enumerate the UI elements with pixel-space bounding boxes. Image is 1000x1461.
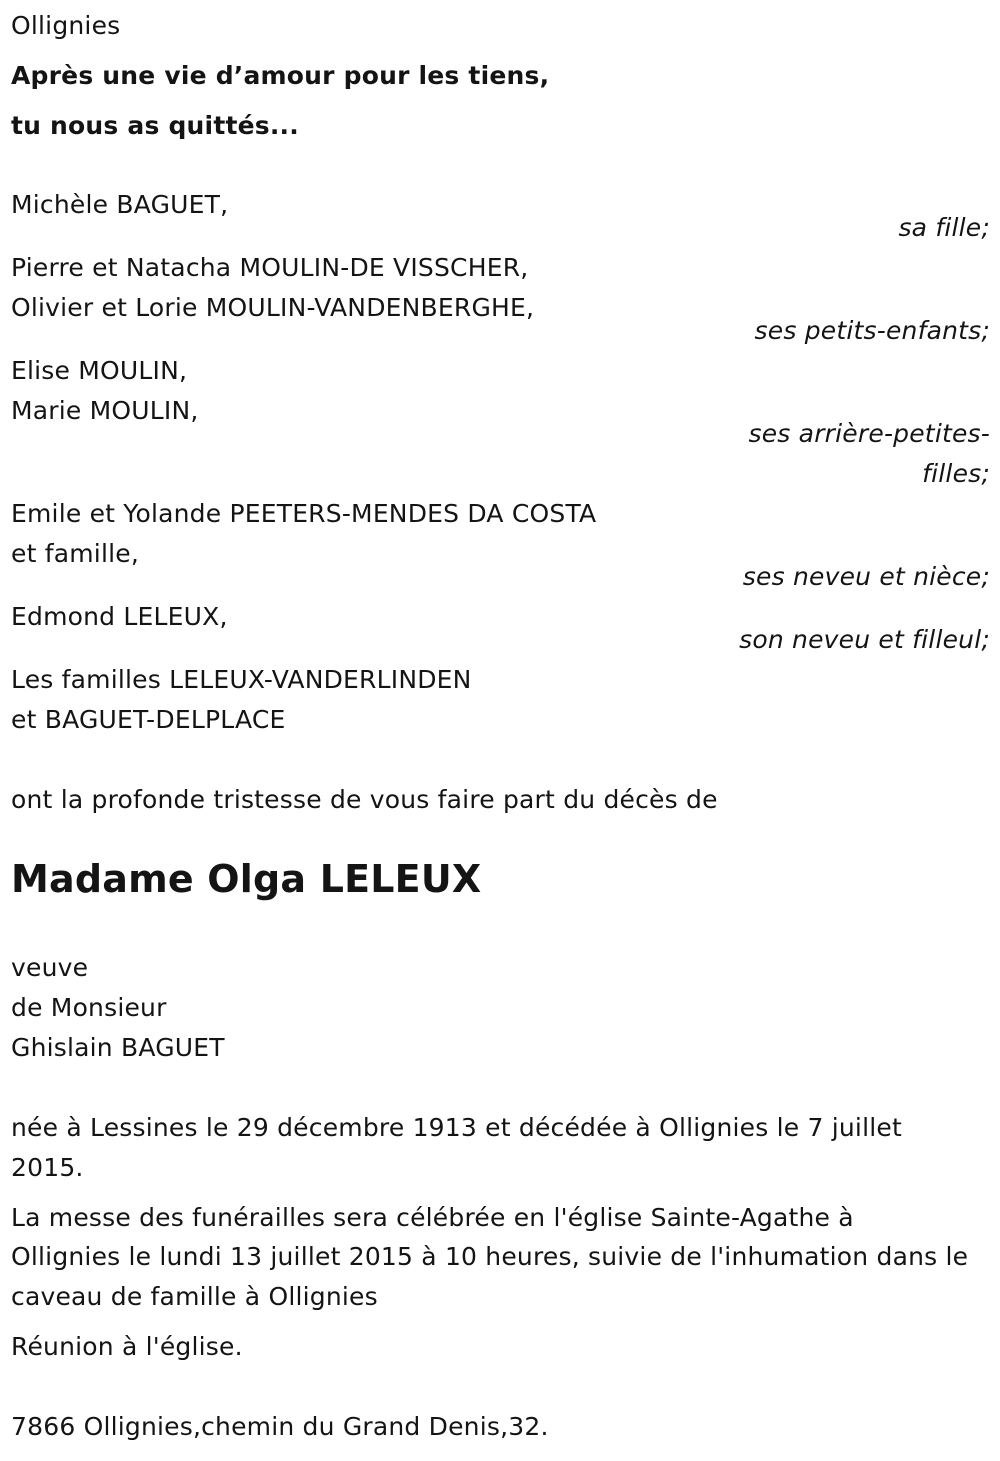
funeral-line: Ollignies le lundi 13 juillet 2015 à 10 heures, suivie de l'inhumation dans le	[11, 1242, 969, 1271]
family-name: Marie MOULIN,	[11, 396, 199, 425]
family-relation: filles;	[922, 459, 990, 488]
family-name: Elise MOULIN,	[11, 356, 188, 385]
family-name: Olivier et Lorie MOULIN-VANDENBERGHE,	[11, 293, 535, 322]
family-name: Les familles LELEUX-VANDERLINDEN	[11, 665, 472, 694]
birth-death-line: née à Lessines le 29 décembre 1913 et décédée à Ollignies le 7 juillet	[11, 1113, 902, 1142]
funeral-line: caveau de famille à Ollignies	[11, 1282, 378, 1311]
birth-death-line: 2015.	[11, 1153, 84, 1182]
family-relation: ses petits-enfants;	[754, 316, 990, 345]
family-relation: ses neveu et nièce;	[742, 562, 990, 591]
widow-line: de Monsieur	[11, 993, 167, 1022]
funeral-line: La messe des funérailles sera célébrée en l'église Sainte-Agathe à	[11, 1203, 854, 1232]
family-name: Michèle BAGUET,	[11, 190, 229, 219]
family-relation: sa fille;	[898, 213, 990, 242]
family-name: et BAGUET-DELPLACE	[11, 705, 286, 734]
family-relation: son neveu et filleul;	[739, 625, 990, 654]
meeting-text: Réunion à l'église.	[11, 1332, 243, 1361]
announcement-text: ont la profonde tristesse de vous faire part du décès de	[11, 785, 718, 814]
widow-line: Ghislain BAGUET	[11, 1033, 225, 1062]
family-name: et famille,	[11, 539, 139, 568]
motto-line-1: Après une vie d’amour pour les tiens,	[11, 61, 550, 90]
family-name: Emile et Yolande PEETERS-MENDES DA COSTA	[11, 499, 597, 528]
location-text: Ollignies	[11, 11, 121, 40]
motto-line-2: tu nous as quittés...	[11, 111, 299, 140]
family-name: Pierre et Natacha MOULIN-DE VISSCHER,	[11, 253, 529, 282]
address-text: 7866 Ollignies,chemin du Grand Denis,32.	[11, 1412, 549, 1441]
family-name: Edmond LELEUX,	[11, 602, 228, 631]
widow-line: veuve	[11, 953, 89, 982]
family-relation: ses arrière-petites-	[748, 419, 990, 448]
deceased-name: Madame Olga LELEUX	[11, 857, 482, 901]
